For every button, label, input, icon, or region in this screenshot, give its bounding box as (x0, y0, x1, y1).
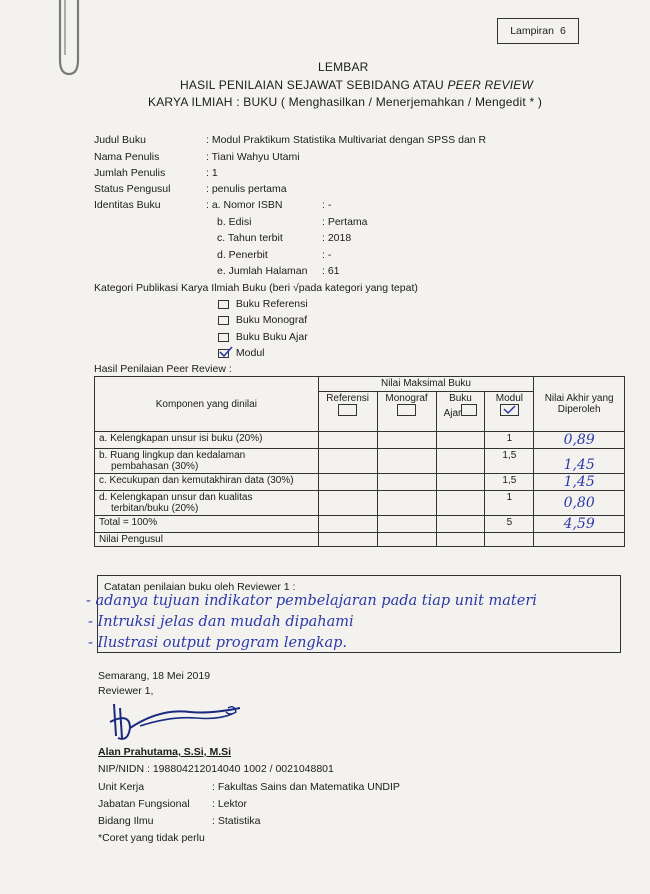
paper-clip-icon (52, 0, 82, 80)
komponen-line-1: b. Ruang lingkup dan kedalaman (99, 450, 246, 461)
header-line-2-prefix: HASIL PENILAIAN SEJAWAT SEBIDANG ATAU (180, 78, 448, 92)
col-monograf-label: Monograf (385, 393, 428, 404)
checkbox-icon (338, 404, 357, 416)
table-header-row (95, 377, 625, 392)
kategori-option-referensi[interactable] (218, 298, 308, 310)
nilai-maks-header: Nilai Maksimal Buku (318, 377, 534, 392)
catatan-line-2: - Intruksi jelas dan mudah dipahami (88, 614, 354, 630)
table-row (95, 491, 625, 516)
checkbox-icon (397, 404, 416, 416)
pengusul-label: Nilai Pengusul (95, 533, 319, 547)
coret-note: *Coret yang tidak perlu (98, 832, 205, 844)
hasil-label: Hasil Penilaian Peer Review : (94, 363, 232, 375)
jabatan-value: : Lektor (212, 798, 248, 810)
isbn-label: : a. Nomor ISBN (206, 199, 283, 211)
checkbox-icon (461, 404, 477, 416)
checkbox-icon (218, 316, 229, 325)
total-akhir: 4,59 (534, 516, 625, 533)
komponen-line-2: terbitan/buku (20%) (111, 503, 199, 514)
modul-cell: 1,5 (485, 474, 534, 491)
table-total-row (95, 516, 625, 533)
edisi-value: : Pertama (322, 216, 368, 228)
lampiran-box (497, 18, 579, 44)
komponen-cell (95, 491, 319, 516)
jumlah-label: Jumlah Penulis (94, 167, 166, 179)
penerbit-label: d. Penerbit (217, 249, 268, 261)
table-pengusul-row (95, 533, 625, 547)
kategori-option-monograf[interactable] (218, 314, 307, 326)
reviewer-nip: NIP/NIDN : 198804212014040 1002 / 0021048801 (98, 763, 334, 775)
kategori-option-label: Modul (235, 347, 265, 359)
kategori-option-modul[interactable] (218, 347, 265, 359)
kategori-option-label: Buku Buku Ajar (235, 331, 308, 343)
signature-icon (100, 698, 250, 748)
komponen-cell (95, 449, 319, 474)
judul-label: Judul Buku (94, 134, 146, 146)
reviewer-name: Alan Prahutama, S.Si, M.Si (98, 746, 232, 758)
col-referensi (318, 392, 377, 432)
halaman-label: e. Jumlah Halaman (217, 265, 308, 277)
header-line-2 (180, 78, 533, 92)
halaman-value: : 61 (322, 265, 340, 277)
reviewer-label: Reviewer 1, (98, 685, 154, 697)
checkbox-checked-icon (500, 404, 519, 416)
akhir-cell: 1,45 (534, 449, 625, 474)
bidang-value: : Statistika (212, 815, 261, 827)
unit-value: : Fakultas Sains dan Matematika UNDIP (212, 781, 400, 793)
akhir-cell: 1,45 (534, 474, 625, 491)
kategori-option-label: Buku Monograf (235, 314, 308, 326)
nama-value: : Tiani Wahyu Utami (206, 151, 300, 163)
col-modul (485, 392, 534, 432)
jabatan-label: Jabatan Fungsional (98, 798, 190, 810)
catatan-line-3: - Ilustrasi output program lengkap. (88, 635, 348, 651)
penerbit-value: : - (322, 249, 332, 261)
table-row (95, 449, 625, 474)
kategori-option-buku-ajar[interactable] (218, 331, 308, 343)
komponen-header: Komponen yang dinilai (95, 377, 319, 432)
col-buku-ajar (436, 392, 485, 432)
table-row (95, 432, 625, 449)
place-date: Semarang, 18 Mei 2019 (98, 670, 211, 682)
modul-cell: 1 (485, 491, 534, 516)
penilaian-table (94, 376, 625, 547)
kategori-title: Kategori Publikasi Karya Ilmiah Buku (beri √pada kategori yang tepat) (94, 282, 418, 294)
unit-label: Unit Kerja (98, 781, 145, 793)
komponen-cell: c. Kecukupan dan kemutakhiran data (30%) (95, 474, 319, 491)
total-label: Total = 100% (95, 516, 319, 533)
col-referensi-label: Referensi (326, 393, 370, 404)
nilai-akhir-header-1: Nilai Akhir yang (544, 393, 614, 404)
catatan-line-1: - adanya tujuan indikator pembelajaran pada tiap unit materi (86, 593, 537, 609)
komponen-line-1: d. Kelengkapan unsur dan kualitas (99, 492, 253, 503)
akhir-cell: 0,80 (534, 491, 625, 516)
catatan-title: Catatan penilaian buku oleh Reviewer 1 : (104, 581, 296, 593)
lampiran-number: 6 (559, 25, 566, 37)
jumlah-value: : 1 (206, 167, 218, 179)
kategori-option-label: Buku Referensi (235, 298, 308, 310)
tahun-value: : 2018 (322, 232, 352, 244)
header-line-1: LEMBAR (318, 60, 369, 74)
header-line-3: KARYA ILMIAH : BUKU ( Menghasilkan / Menerjemahkan / Mengedit * ) (148, 95, 543, 109)
col-modul-label: Modul (495, 393, 523, 404)
checkbox-icon (218, 333, 229, 342)
akhir-cell: 0,89 (534, 432, 625, 449)
bidang-label: Bidang Ilmu (98, 815, 154, 827)
nilai-akhir-header (534, 377, 625, 432)
nilai-akhir-header-2: Diperoleh (557, 404, 601, 415)
header-line-2-italic: PEER REVIEW (447, 78, 534, 92)
lampiran-label: Lampiran (510, 25, 554, 37)
status-value: : penulis pertama (206, 183, 287, 195)
isbn-value: : - (322, 199, 332, 211)
judul-value: : Modul Praktikum Statistika Multivariat dengan SPSS dan R (206, 134, 487, 146)
edisi-label: b. Edisi (217, 216, 252, 228)
nama-label: Nama Penulis (94, 151, 160, 163)
col-monograf (377, 392, 436, 432)
total-modul: 5 (485, 516, 534, 533)
status-label: Status Pengusul (94, 183, 171, 195)
komponen-line-2: pembahasan (30%) (111, 461, 199, 472)
col-buku-ajar-line-2 (441, 404, 481, 419)
modul-cell: 1 (485, 432, 534, 449)
identitas-label: Identitas Buku (94, 199, 161, 211)
checkbox-icon (218, 300, 229, 309)
komponen-cell: a. Kelengkapan unsur isi buku (20%) (95, 432, 319, 449)
table-row (95, 474, 625, 491)
tahun-label: c. Tahun terbit (217, 232, 283, 244)
checkbox-checked-icon (218, 349, 229, 358)
col-buku-ajar-label-2: Ajar (443, 408, 462, 419)
col-buku-ajar-label-1: Buku (449, 393, 472, 404)
modul-cell: 1,5 (485, 449, 534, 474)
